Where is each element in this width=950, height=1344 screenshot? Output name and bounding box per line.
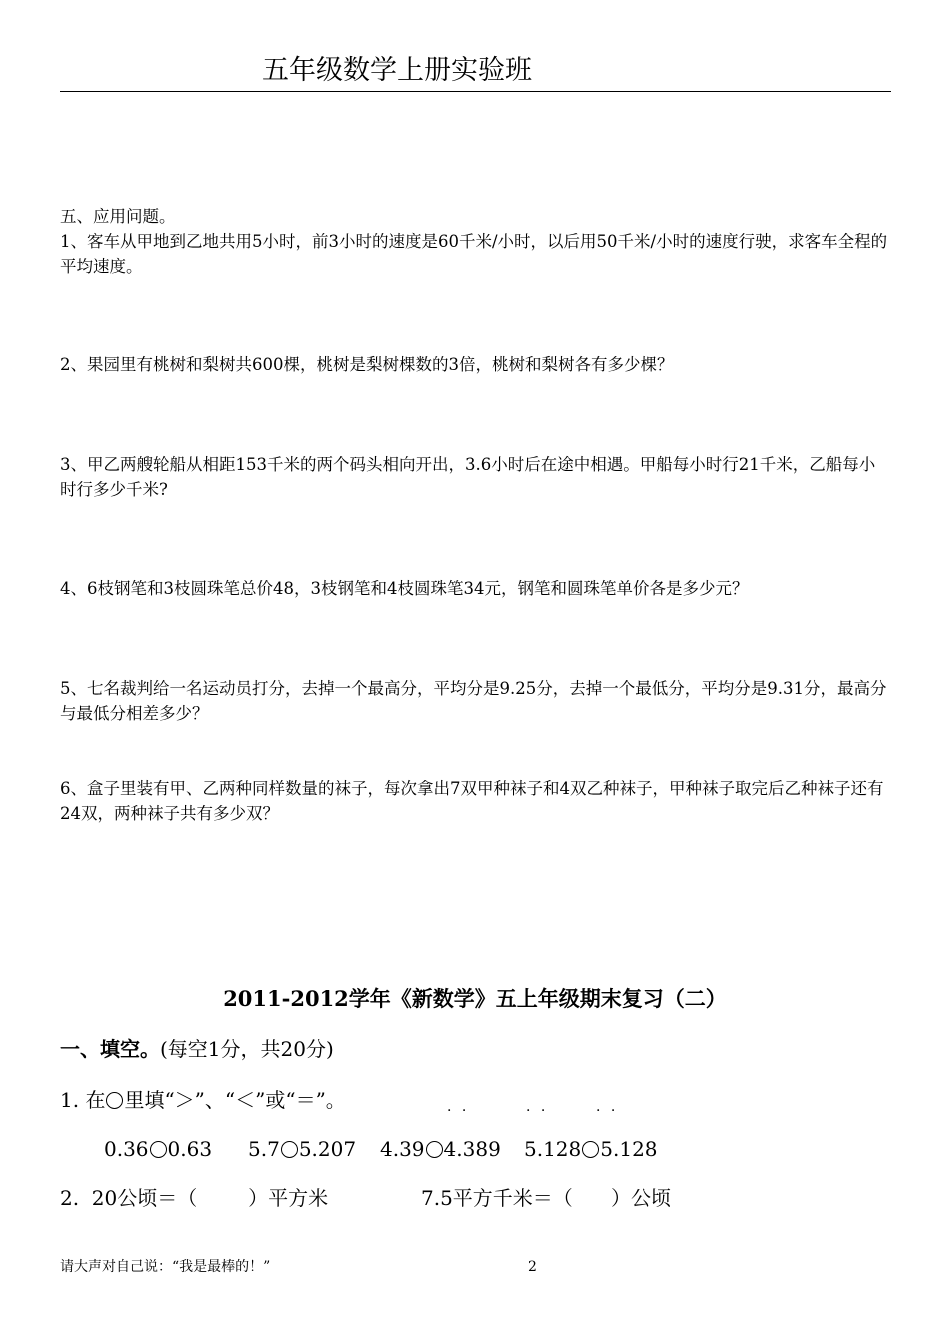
repeat-dot-marks-1: · ·: [447, 1103, 470, 1119]
page-header-title: 五年级数学上册实验班: [262, 55, 532, 86]
compare-left: 5.128: [524, 1137, 582, 1161]
compare-item-1: [104, 1134, 212, 1164]
fill-q1-label-after: 里填“＞”、“＜”或“＝”。: [124, 1088, 346, 1112]
compare-right: 0.63: [167, 1137, 213, 1161]
repeat-dot-marks-3: · ·: [596, 1103, 619, 1119]
footer-slogan: 请大声对自己说：“我是最棒的！”: [60, 1259, 271, 1275]
fill-q2-part1: 2. 20公顷＝（ ）平方米: [60, 1186, 329, 1210]
fill-q2-part2: 7.5平方千米＝（ ）公顷: [421, 1186, 671, 1210]
compare-left: 0.36: [104, 1137, 149, 1161]
question-3: 3、甲乙两艘轮船从相距153千米的两个码头相向开出，3.6小时后在途中相遇。甲船每小时行21千米，乙船每小时行多少千米?: [60, 455, 876, 499]
section1-heading-line: [60, 1034, 334, 1064]
compare-item-3: [380, 1134, 501, 1164]
header-rule: [60, 91, 891, 92]
compare-left: 5.7: [248, 1137, 280, 1161]
compare-left: 4.39: [380, 1137, 425, 1161]
question-6: 6、盒子里装有甲、乙两种同样数量的袜子，每次拿出7双甲种袜子和4双乙种袜子，甲种袜子取完后乙种袜子还有24双，两种袜子共有多少双？: [60, 779, 884, 823]
page-number: 2: [528, 1259, 537, 1275]
fill-q1-instruction: [60, 1085, 346, 1115]
compare-item-2: [248, 1134, 356, 1164]
question-2: 2、果园里有桃树和梨树共600棵，桃树是梨树棵数的3倍，桃树和梨树各有多少棵？: [60, 355, 674, 374]
compare-right: 4.389: [443, 1137, 501, 1161]
compare-circle-icon[interactable]: [281, 1141, 298, 1158]
section1-heading: 一、填空。: [60, 1037, 160, 1061]
question-1: 1、客车从甲地到乙地共用5小时，前3小时的速度是60千米/小时，以后用50千米/小时的速度行驶，求客车全程的平均速度。: [60, 232, 888, 276]
compare-circle-icon[interactable]: [426, 1141, 443, 1158]
compare-circle-icon[interactable]: [582, 1141, 599, 1158]
compare-item-4: [524, 1134, 658, 1164]
section1-note: (每空1分，共20分): [160, 1037, 334, 1061]
section5-heading: 五、应用问题。: [60, 207, 176, 226]
compare-right: 5.128: [600, 1137, 658, 1161]
circle-icon: [106, 1092, 123, 1109]
repeat-dot-marks-2: · ·: [526, 1103, 549, 1119]
question-5: 5、七名裁判给一名运动员打分，去掉一个最高分，平均分是9.25分，去掉一个最低分，平均分是9.31分，最高分与最低分相差多少？: [60, 679, 887, 723]
fill-q1-label: 1. 在: [60, 1088, 106, 1112]
question-4: 4、6枝钢笔和3枝圆珠笔总价48，3枝钢笔和4枝圆珠笔34元，钢笔和圆珠笔单价各是多少元？: [60, 579, 749, 598]
review-title: 2011-2012学年《新数学》五上年级期末复习（二）: [223, 986, 727, 1011]
compare-circle-icon[interactable]: [150, 1141, 167, 1158]
compare-right: 5.207: [298, 1137, 357, 1161]
